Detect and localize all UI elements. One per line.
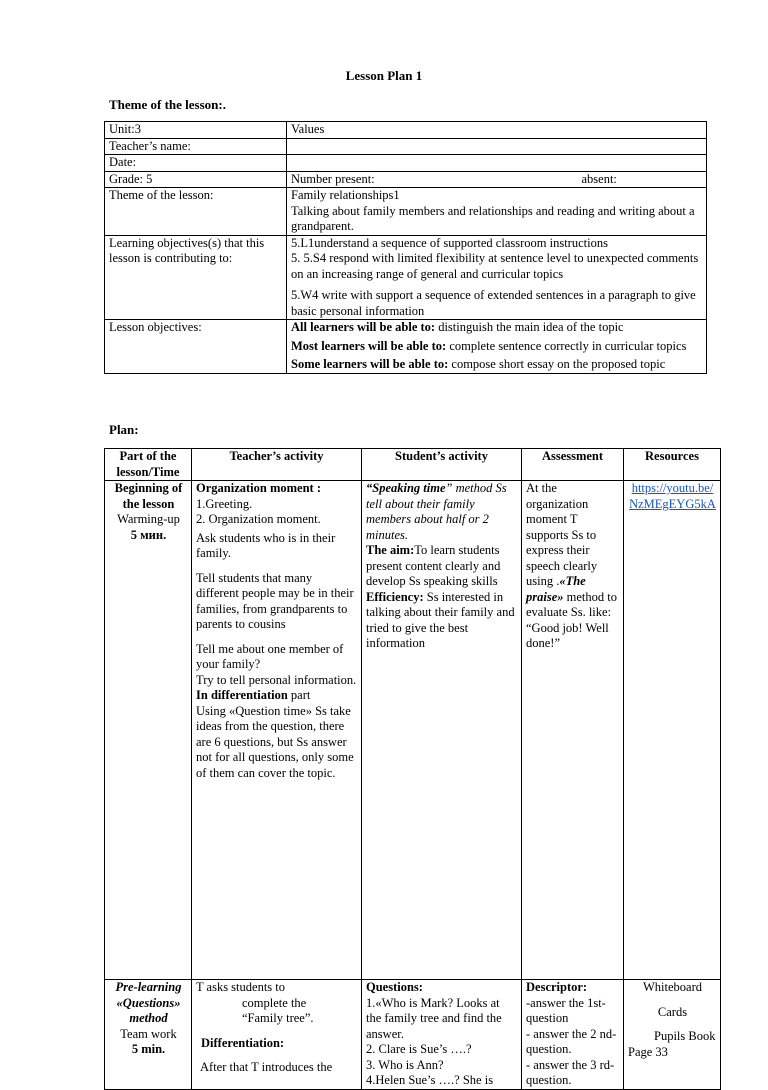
speaking-method-name: “Speaking time [366, 481, 446, 495]
table-row [105, 320, 707, 374]
part-title: Pre-learning «Questions» method [115, 980, 182, 1025]
teacher-activity-cell [192, 980, 362, 1090]
teacher-value [287, 138, 707, 155]
question-item: 4.Helen Sue’s ….? She is [366, 1073, 494, 1087]
teacher-step: T asks students to [196, 980, 286, 994]
grade-label: Grade: 5 [105, 171, 287, 188]
table-row [105, 188, 707, 236]
assessment-method-text: method to evaluate Ss. like: [526, 589, 617, 619]
part-sub: Team work [120, 1026, 177, 1041]
teacher-activity-cell [192, 481, 362, 980]
questions-heading: Questions: [366, 980, 423, 994]
descriptor-item: -answer the 1st-question [526, 995, 606, 1025]
theme-label: Theme of the lesson: [105, 188, 287, 236]
teacher-step: “Family tree”. [242, 1011, 314, 1025]
most-learners-label: Most learners will be able to: [291, 338, 447, 353]
table-row [105, 138, 707, 155]
header-student: Student’s activity [362, 449, 522, 481]
theme-heading: Theme of the lesson:. [109, 97, 226, 112]
unit-label: Unit:3 [105, 122, 287, 139]
youtube-link[interactable]: https://youtu.be/NzMEgEYG5kA [629, 481, 716, 511]
resources-cell [624, 481, 721, 980]
differentiation-text: part [287, 688, 311, 702]
header-resources: Resources [624, 449, 721, 481]
student-activity-cell [362, 980, 522, 1090]
objective-w4: 5.W4 write with support a sequence of extended sentences in a paragraph to give basic personal information [291, 288, 696, 318]
aim-line [366, 543, 518, 590]
teacher-step: Tell students that many different people may be in their families, from grandparents to parents to cousins [196, 570, 354, 631]
speaking-method [366, 481, 518, 543]
assessment-text [526, 481, 620, 621]
teacher-heading: Organization moment : [196, 481, 321, 495]
theme-value [287, 188, 707, 236]
teacher-label: Teacher’s name: [105, 138, 287, 155]
absent-label: absent: [581, 171, 617, 186]
part-time: 5 мин. [130, 527, 167, 542]
header-teacher: Teacher’s activity [192, 449, 362, 481]
resource-item: Pupils Book [654, 1029, 716, 1043]
assessment-praise-phrases: “Good job! Well done!” [526, 620, 609, 650]
teacher-step: Tell me about one member of your family? [196, 641, 344, 671]
praise-method: «The praise» [526, 574, 586, 604]
descriptor-item: - answer the 3 rd-question. [526, 1057, 615, 1087]
date-value [287, 155, 707, 172]
part-sub: Warming-up [117, 512, 180, 526]
assessment-cell [522, 980, 624, 1090]
header-assessment: Assessment [522, 449, 624, 481]
objective-s4: 5. 5.S4 respond with limited flexibility at sentence level to unexpected comments on an increasing range of general and curricular topics [291, 251, 699, 281]
teacher-step: 1.Greeting. [196, 496, 253, 511]
differentiation-label: In differentiation [196, 688, 288, 702]
attendance-cell [287, 171, 707, 188]
most-learners-text: complete sentence correctly in curricular topics [446, 338, 687, 353]
teacher-step: Try to tell personal information. [196, 672, 357, 687]
all-learners-label: All learners will be able to: [291, 320, 436, 334]
teacher-step: 2. Organization moment. [196, 512, 321, 526]
some-learners-label: Some learners will be able to: [291, 357, 449, 371]
unit-value: Values [287, 122, 707, 139]
table-row [105, 155, 707, 172]
aim-text: To learn students present content clearly and develop Ss speaking skills [366, 543, 501, 588]
lesson-objectives-label: Lesson objectives: [105, 320, 287, 374]
resource-item: Page 33 [628, 1044, 668, 1059]
teacher-step: After that T introduces the [200, 1060, 333, 1074]
part-cell [105, 481, 192, 980]
teacher-step: Using «Question time» Ss take ideas from the question, there are 6 questions, but Ss answer not for all questions, only some of them can cover the topic. [196, 703, 354, 780]
table-row [105, 171, 707, 188]
part-title: Beginning of the lesson [114, 481, 183, 511]
speaking-method-text: ” method Ss tell about their family members about half or 2 minutes. [366, 481, 507, 542]
objectives-label: Learning objectives(s) that this lesson is contributing to: [105, 235, 287, 320]
some-learners [291, 357, 703, 373]
aim-label: The aim: [366, 543, 415, 557]
table-row [105, 481, 721, 980]
assessment-cell [522, 481, 624, 980]
theme-value-title: Family relationships1 [291, 188, 400, 202]
all-learners [291, 320, 703, 336]
teacher-step: complete the [242, 995, 307, 1010]
resource-item: Whiteboard [642, 980, 702, 994]
descriptor-item: - answer the 2 nd-question. [526, 1026, 617, 1056]
teacher-step: Ask students who is in their family. [196, 530, 336, 560]
part-time: 5 min. [131, 1042, 166, 1056]
objective-l1: 5.L1understand a sequence of supported classroom instructions [291, 235, 608, 250]
descriptor-heading: Descriptor: [526, 980, 588, 994]
theme-value-description: Talking about family members and relationships and reading and writing about a grandparent. [291, 203, 695, 233]
differentiation-label: Differentiation: [201, 1035, 285, 1050]
page-title: Lesson Plan 1 [345, 68, 423, 83]
table-row [105, 980, 721, 1090]
resource-item: Cards [657, 1004, 688, 1019]
plan-label: Plan: [109, 422, 139, 437]
resources-cell [624, 980, 721, 1090]
lesson-objectives-value [287, 320, 707, 374]
plan-table [104, 448, 721, 1090]
assessment-intro: At the organization moment T supports Ss to express their speech clearly using . [526, 481, 598, 588]
efficiency-label: Efficiency: [366, 589, 424, 604]
question-item: 3. Who is Ann? [366, 1057, 444, 1072]
all-learners-text: distinguish the main idea of the topic [435, 320, 624, 334]
efficiency-text: Ss interested in talking about their family and tried to give the best information [366, 589, 515, 650]
table-header-row [105, 449, 721, 481]
date-label: Date: [105, 155, 287, 172]
most-learners [291, 339, 703, 355]
question-item: 1.«Who is Mark? Looks at the family tree and find the answer. [366, 995, 502, 1041]
table-row [105, 235, 707, 320]
some-learners-text: compose short essay on the proposed topic [448, 357, 666, 371]
student-activity-cell [362, 481, 522, 980]
number-present-label: Number present: [291, 171, 375, 186]
part-cell [105, 980, 192, 1090]
table-row [105, 122, 707, 139]
lesson-info-table [104, 121, 707, 374]
efficiency-line [366, 590, 518, 652]
question-item: 2. Clare is Sue’s ….? [366, 1042, 472, 1056]
header-part: Part of the lesson/Time [105, 449, 192, 481]
objectives-value [287, 235, 707, 320]
differentiation-line [196, 688, 358, 704]
